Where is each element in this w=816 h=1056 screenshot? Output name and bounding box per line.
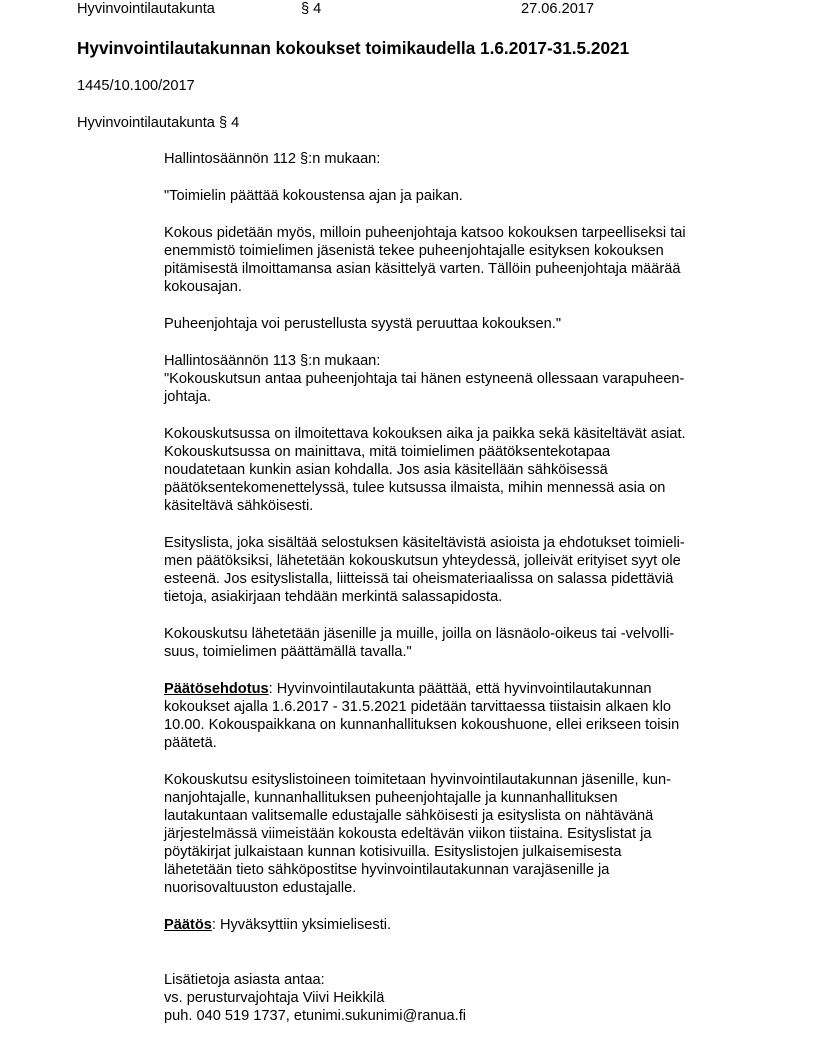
paragraph [164, 625, 744, 661]
text-line: puh. 040 519 1737, etunimi.sukunimi@ranua.fi [164, 1008, 467, 1024]
paragraph [164, 425, 744, 515]
document-body [164, 150, 744, 1044]
paragraph [164, 150, 744, 168]
text-line: päätetä. [164, 735, 217, 751]
text-line: Kokous pidetään myös, milloin puheenjohtaja katsoo kokouksen tarpeelliseksi tai [164, 225, 686, 241]
text-line: esteenä. Jos esityslistalla, liitteissä tai oheismateriaalissa on salassa pidettäviä [164, 571, 674, 587]
text-line: Kokouskutsussa on ilmoitettava kokouksen aika ja paikka sekä käsiteltävät asiat. [164, 426, 686, 442]
text-line [164, 680, 744, 698]
header-organ: Hyvinvointilautakunta [77, 1, 215, 17]
text-line: Hallintosäännön 113 §:n mukaan: [164, 353, 381, 369]
proposal-first-line: : Hyvinvointilautakunta päättää, että hyvinvointilautakunnan [268, 681, 652, 697]
text-line: nuorisovaltuuston edustajalle. [164, 880, 357, 896]
text-line: pöytäkirjat julkaistaan kunnan kotisivuilla. Esityslistojen julkaisemisesta [164, 844, 622, 860]
paragraph [164, 352, 744, 406]
header-section: § 4 [301, 1, 322, 17]
text-line: pitämisestä ilmoittamansa asian käsittelyä varten. Tällöin puheenjohtaja määrää [164, 261, 681, 277]
text-line: Kokouskutsu esityslistoineen toimitetaan hyvinvointilautakunnan jäsenille, kun- [164, 772, 672, 788]
text-line: johtaja. [164, 389, 212, 405]
text-line: 10.00. Kokouspaikkana on kunnanhallituksen kokoushuone, ellei erikseen toisin [164, 717, 680, 733]
text-line [164, 916, 744, 934]
text-line: kokousajan. [164, 279, 242, 295]
text-line: Kokouskutsu lähetetään jäsenille ja muille, joilla on läsnäolo-oikeus tai -velvolli- [164, 626, 675, 642]
text-line: Lisätietoja asiasta antaa: [164, 972, 325, 988]
decision-proposal [164, 680, 744, 752]
text-line: Hallintosäännön 112 §:n mukaan: [164, 151, 381, 167]
text-line: enemmistö toimielimen jäsenistä tekee puheenjohtajalle esityksen kokouksen [164, 243, 664, 259]
text-line: tietoja, asiakirjaan tehdään merkintä salassapidosta. [164, 589, 503, 605]
text-line: "Toimielin päättää kokoustensa ajan ja paikan. [164, 188, 463, 204]
paragraph [164, 534, 744, 606]
text-line: Esityslista, joka sisältää selostuksen käsiteltävistä asioista ja ehdotukset toimieli- [164, 535, 685, 551]
paragraph [164, 187, 744, 205]
text-line: kokoukset ajalla 1.6.2017 - 31.5.2021 pidetään tarvittaessa tiistaisin alkaen klo [164, 699, 672, 715]
text-line: men päätöksiksi, lähetetään kokouskutsun yhteydessä, jolleivät erityiset syyt ole [164, 553, 681, 569]
text-line: nanjohtajalle, kunnanhallituksen puheenjohtajalle ja kunnanhallituksen [164, 790, 618, 806]
text-line: lähetetään tieto sähköpostitse hyvinvointilautakunnan varajäsenille ja [164, 862, 610, 878]
body-section-title: Hyvinvointilautakunta § 4 [77, 115, 240, 131]
text-line: suus, toimielimen päättämällä tavalla." [164, 644, 412, 660]
page-header [0, 0, 816, 20]
paragraph [164, 224, 744, 296]
text-line: lautakuntaan valitsemalle edustajalle sähköisesti ja esityslista on nähtävänä [164, 808, 654, 824]
text-line: Puheenjohtaja voi perustellusta syystä peruuttaa kokouksen." [164, 316, 562, 332]
paragraph [164, 315, 744, 333]
text-line: noudatetaan kunkin asian kohdalla. Jos asia käsitellään sähköisessä [164, 462, 608, 478]
text-line: päätöksentekomenettelyssä, tulee kutsussa ilmaista, mihin mennessä asia on [164, 480, 666, 496]
document-number: 1445/10.100/2017 [77, 78, 195, 94]
decision-label: Päätös [164, 917, 212, 933]
document-title: Hyvinvointilautakunnan kokoukset toimikaudella 1.6.2017-31.5.2021 [77, 38, 630, 58]
decision [164, 916, 744, 934]
distribution-paragraph [164, 771, 744, 897]
decision-text: : Hyväksyttiin yksimielisesti. [211, 917, 392, 933]
proposal-label: Päätösehdotus [164, 681, 269, 697]
text-line: Kokouskutsussa on mainittava, mitä toimielimen päätöksentekotapaa [164, 444, 611, 460]
text-line: järjestelmässä viimeistään kokousta edeltävän viikon tiistaina. Esityslistat ja [164, 826, 652, 842]
text-line: käsiteltävä sähköisesti. [164, 498, 314, 514]
text-line: "Kokouskutsun antaa puheenjohtaja tai hänen estyneenä ollessaan varapuheen- [164, 371, 685, 387]
contact-info [164, 971, 744, 1025]
text-line: vs. perusturvajohtaja Viivi Heikkilä [164, 990, 385, 1006]
header-date: 27.06.2017 [521, 1, 595, 17]
